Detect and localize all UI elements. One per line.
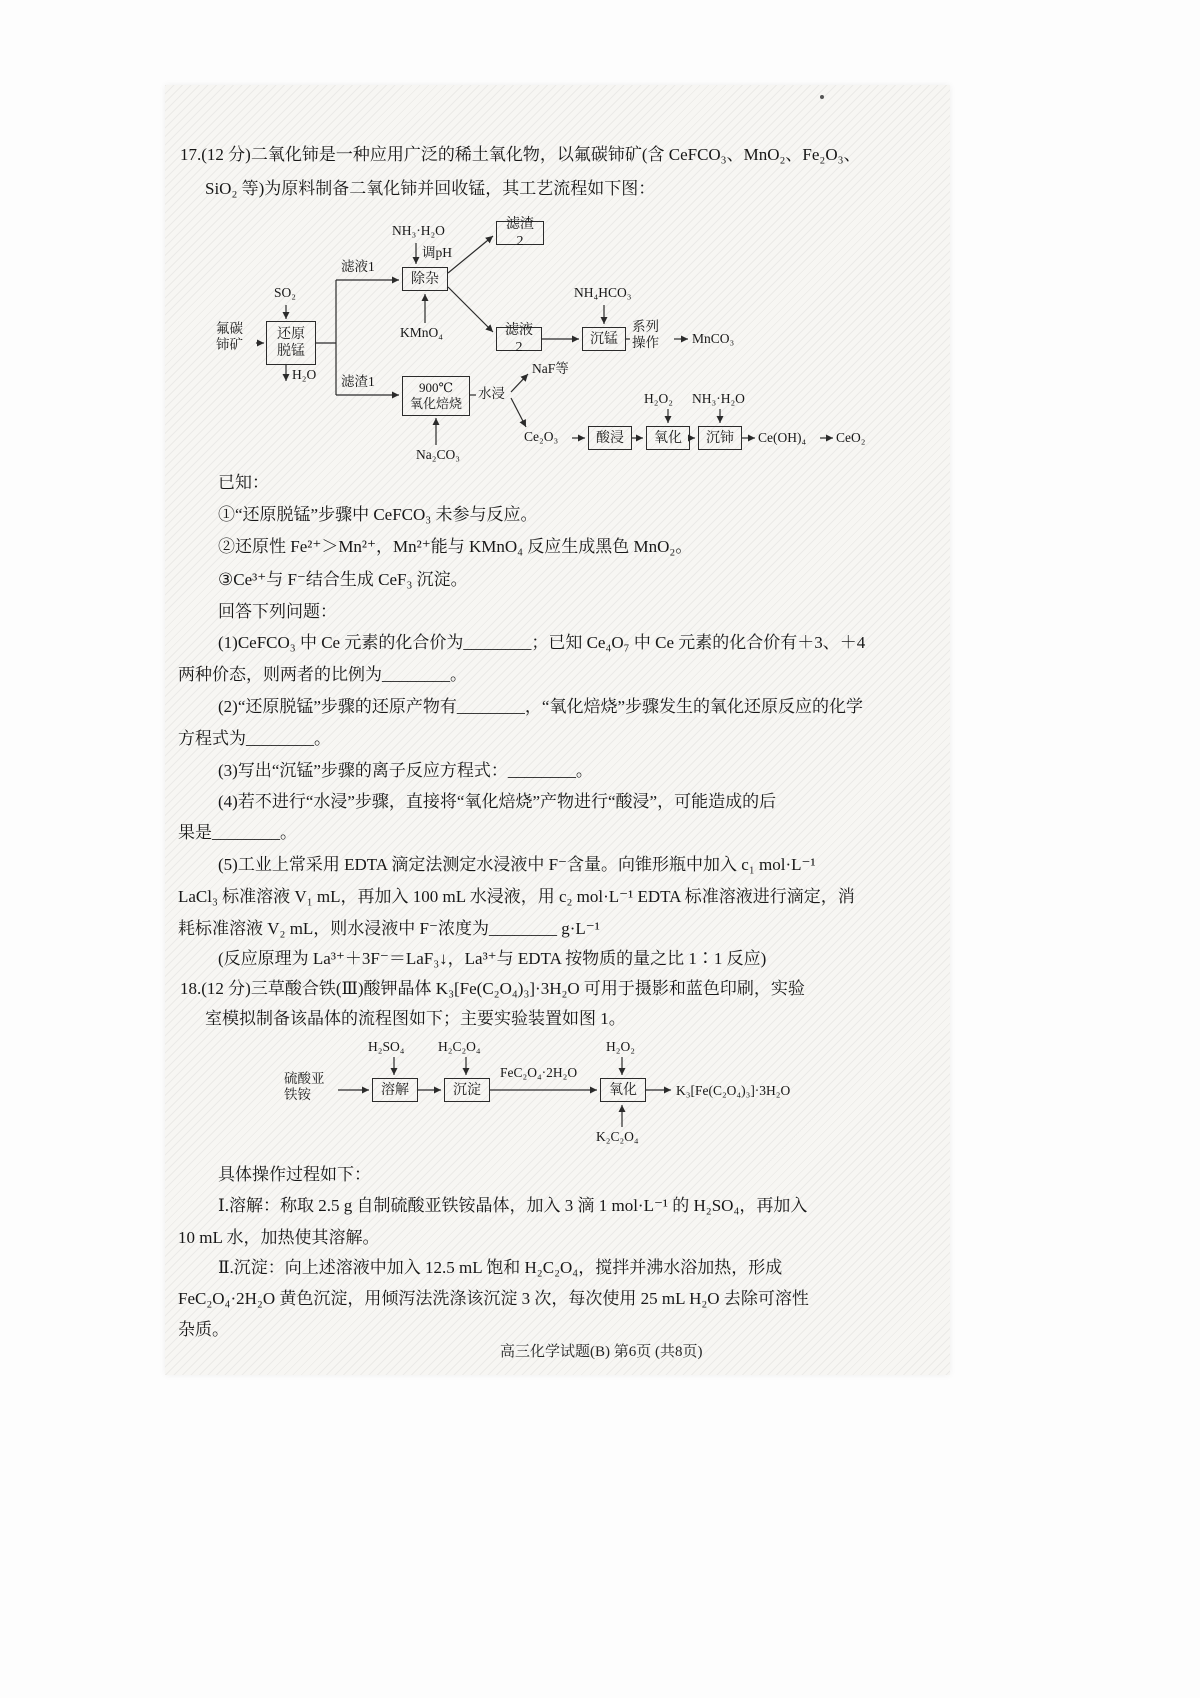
flow-ceo2-label: CeO₂ — [836, 430, 866, 445]
flow-nh4hco3-label: NH₄HCO₃ — [574, 285, 632, 300]
q18-step2-line3: 杂质。 — [178, 1320, 229, 1339]
flow-box-precipitate-ce: 沉铈 — [698, 426, 742, 450]
flow-adjust-ph-label: 调pH — [422, 245, 452, 260]
flow-naf-label: NaF等 — [532, 361, 569, 376]
q17-known-1: ①“还原脱锰”步骤中 CeFCO₃ 未参与反应。 — [218, 505, 538, 524]
q17-sub5-line2: LaCl₃ 标准溶液 V₁ mL，再加入 100 mL 水浸液，用 c₂ mol·L⁻¹ EDTA 标准溶液进行滴定，消 — [178, 887, 855, 906]
q17-sub5-note: (反应原理为 La³⁺＋3F⁻＝LaF₃↓，La³⁺与 EDTA 按物质的量之比 1∶1 反应) — [218, 949, 767, 968]
flow18-input-label: 硫酸亚铁铵 — [284, 1071, 325, 1102]
flow-box-oxidative-roasting — [402, 376, 470, 416]
q17-line2: SiO₂ 等)为原料制备二氧化铈并回收锰，其工艺流程如下图： — [205, 179, 656, 198]
q17-sub5-line3: 耗标准溶液 V₂ mL，则水浸液中 F⁻浓度为________ g·L⁻¹ — [178, 919, 600, 938]
flow-so2-label: SO₂ — [274, 285, 296, 300]
q17-sub1-line1: (1)CeFCO₃ 中 Ce 元素的化合价为________；已知 Ce₄O₇ 中 Ce 元素的化合价有＋3、＋4 — [218, 633, 866, 652]
flow-box-reduce-demanganese: 还原脱锰 — [266, 321, 316, 365]
q18-process-flowchart — [280, 1035, 880, 1150]
flow18-box-precipitate: 沉淀 — [444, 1078, 490, 1102]
flow18-h2so4-label: H₂SO₄ — [368, 1039, 405, 1054]
flow-box-residue2: 滤渣2 — [496, 221, 544, 245]
q18-step1-line1: Ⅰ.溶解：称取 2.5 g 自制硫酸亚铁铵晶体，加入 3 滴 1 mol·L⁻¹ 的 H₂SO₄，再加入 — [218, 1196, 808, 1215]
flow18-k2c2o4-label: K₂C₂O₄ — [596, 1129, 639, 1144]
flow-ceoh4-label: Ce(OH)₄ — [758, 430, 807, 445]
q18-line2: 室模拟制备该晶体的流程图如下；主要实验装置如图 1。 — [205, 1009, 626, 1028]
flow-h2o-label: H₂O — [292, 367, 317, 382]
flow-ore-label: 氟碳铈矿 — [216, 321, 243, 352]
q18-line1: 18.(12 分)三草酸合铁(Ⅲ)酸钾晶体 K₃[Fe(C₂O₄)₃]·3H₂O 可用于摄影和蓝色印刷，实验 — [180, 979, 805, 998]
flow-na2co3-label: Na₂CO₃ — [416, 447, 460, 462]
scanned-exam-sheet — [165, 85, 950, 1375]
q17-sub1-line2: 两种价态，则两者的比例为________。 — [178, 665, 467, 684]
q17-sub2-line2: 方程式为________。 — [178, 729, 331, 748]
flow-box-filtrate2: 滤液2 — [496, 327, 542, 351]
q18-steps-title: 具体操作过程如下： — [218, 1165, 371, 1184]
flow-ammonia-label: NH₃·H₂O — [392, 223, 445, 238]
flow-mnco3-label: MnCO₃ — [692, 331, 735, 346]
flow-ce2o3-label: Ce₂O₃ — [524, 429, 559, 444]
flow-ammonia2-label: NH₃·H₂O — [692, 391, 745, 406]
flow18-box-dissolve: 溶解 — [372, 1078, 418, 1102]
q17-sub5-line1: (5)工业上常采用 EDTA 滴定法测定水浸液中 F⁻含量。向锥形瓶中加入 c₁ mol·L⁻¹ — [218, 855, 816, 874]
flow18-fec2o4-label: FeC₂O₄·2H₂O — [500, 1065, 578, 1080]
scan-speck — [820, 95, 824, 99]
q17-line1: 17.(12 分)二氧化铈是一种应用广泛的稀土氧化物，以氟碳铈矿(含 CeFCO₃、MnO₂、Fe₂O₃、 — [180, 145, 861, 164]
flow-roast-name: 氧化焙烧 — [409, 396, 462, 411]
flow-box-oxidation: 氧化 — [646, 426, 690, 450]
flow18-product-label: K₃[Fe(C₂O₄)₃]·3H₂O — [676, 1083, 791, 1098]
flow18-h2c2o4-label: H₂C₂O₄ — [438, 1039, 481, 1054]
flow-h2o2-label: H₂O₂ — [644, 391, 673, 406]
q18-step2-line2: FeC₂O₄·2H₂O 黄色沉淀，用倾泻法洗涤该沉淀 3 次，每次使用 25 mL H₂O 去除可溶性 — [178, 1289, 809, 1308]
flow-box-impurity-removal: 除杂 — [402, 267, 448, 291]
page-footer: 高三化学试题(B) 第6页 (共8页) — [500, 1344, 703, 1360]
q18-step1-line2: 10 mL 水，加热使其溶解。 — [178, 1228, 380, 1247]
flow18-h2o2-label: H₂O₂ — [606, 1039, 635, 1054]
q17-answer-title: 回答下列问题： — [218, 602, 337, 621]
flow-box-precipitate-mn: 沉锰 — [582, 327, 626, 351]
q17-known-title: 已知： — [218, 473, 269, 492]
q18-step2-line1: Ⅱ.沉淀：向上述溶液中加入 12.5 mL 饱和 H₂C₂O₄，搅拌并沸水浴加热，形成 — [218, 1258, 783, 1277]
q17-known-3: ③Ce³⁺与 F⁻结合生成 CeF₃ 沉淀。 — [218, 570, 468, 589]
flow18-box-oxidation: 氧化 — [600, 1078, 646, 1102]
q17-process-flowchart — [178, 215, 918, 473]
flow-roast-temp: 900℃ — [418, 380, 454, 395]
flow-water-leach-label: 水浸 — [478, 386, 505, 401]
flow-filtrate1-label: 滤液1 — [341, 259, 375, 274]
q17-sub4-line1: (4)若不进行“水浸”步骤，直接将“氧化焙烧”产物进行“酸浸”，可能造成的后 — [218, 792, 777, 811]
q17-known-2: ②还原性 Fe²⁺＞Mn²⁺，Mn²⁺能与 KMnO₄ 反应生成黑色 MnO₂。 — [218, 537, 693, 556]
flow-kmno4-label: KMnO₄ — [400, 325, 443, 340]
flow-box-acid-leach: 酸浸 — [588, 426, 632, 450]
q17-sub2-line1: (2)“还原脱锰”步骤的还原产物有________，“氧化焙烧”步骤发生的氧化还原反应的化学 — [218, 697, 864, 716]
q17-sub4-line2: 果是________。 — [178, 823, 297, 842]
flow-residue1-label: 滤渣1 — [341, 374, 375, 389]
flow-series-operations-label: 系列操作 — [632, 319, 659, 350]
q17-sub3: (3)写出“沉锰”步骤的离子反应方程式：________。 — [218, 761, 593, 780]
